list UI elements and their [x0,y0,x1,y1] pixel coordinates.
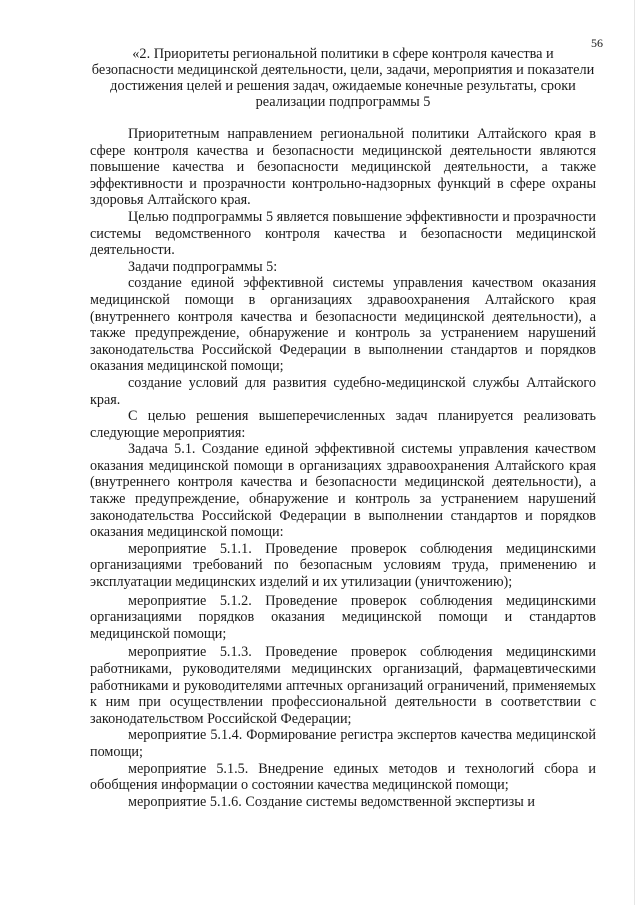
paragraph-measures-intro: С целью решения вышеперечисленных задач планируется реализовать следующие мероприятия: [90,408,596,441]
paragraph-goal: Целью подпрограммы 5 является повышение эффективности и прозрачности системы ведомственного контроля качества и безопасности медицинской деятельности. [90,208,596,259]
paragraph-measure-5-1-6: мероприятие 5.1.6. Создание системы ведомственной экспертизы и [128,793,535,810]
paragraph-measure-5-1-2: мероприятие 5.1.2. Проведение проверок соблюдения медицинскими организациями порядков оказания медицинской помощи и стандартов медицинской помощи; [90,592,596,642]
section-heading: «2. Приоритеты региональной политики в сфере контроля качества и безопасности медицинской деятельности, цели, задачи, мероприятия и показатели достижения целей и решения задач, ожидаемые конечные результаты, сроки реализации подпрограммы 5 [91,46,595,110]
paragraph-priority: Приоритетным направлением региональной политики Алтайского края в сфере контроля качества и безопасности медицинской деятельности являются повышение качества и безопасности медицинской деятельности, а также эффективности и прозрачности контрольно-надзорных функций в сфере охраны здоровья Алтайского края. [90,126,596,209]
paragraph-task-1: создание единой эффективной системы управления качеством оказания медицинской помощи в организациях здравоохранения Алтайского края (внутреннего контроля качества и безопасности медицинской деятельности), а также предупреждение, обнаружение и контроль за устранением нарушений законодательства Российской Федерации в выполнении стандартов и порядков оказания медицинской помощи; [90,275,596,375]
paragraph-tasks-intro: Задачи подпрограммы 5: [128,258,278,275]
paragraph-task-5-1: Задача 5.1. Создание единой эффективной системы управления качеством оказания медицинской помощи в организациях здравоохранения Алтайского края (внутреннего контроля качества и безопасности медицинской деятельности), а также предупреждение, обнаружение и контроль за устранением нарушений законодательства Российской Федерации в выполнении стандартов и порядков оказания медицинской помощи: [90,441,596,541]
paragraph-measure-5-1-5: мероприятие 5.1.5. Внедрение единых методов и технологий сбора и обобщения информации о состоянии качества медицинской помощи; [90,760,596,794]
scan-edge [634,0,635,905]
paragraph-measure-5-1-3: мероприятие 5.1.3. Проведение проверок соблюдения медицинскими работниками, руководителями медицинских организаций, фармацевтическими работниками и руководителями аптечных организаций ограничений, применяемых к ним при осуществлении профессиональной деятельности в соответствии с законодательством Российской Федерации; [90,644,596,727]
paragraph-task-2: создание условий для развития судебно-медицинской службы Алтайского края. [90,374,596,408]
document-body [90,126,596,810]
paragraph-measure-5-1-4: мероприятие 5.1.4. Формирование регистра экспертов качества медицинской помощи; [90,727,596,760]
paragraph-measure-5-1-1: мероприятие 5.1.1. Проведение проверок соблюдения медицинскими организациями требований по безопасным условиям труда, применению и эксплуатации медицинских изделий и их утилизации (уничтожению); [90,540,596,591]
page-number: 56 [591,36,603,50]
